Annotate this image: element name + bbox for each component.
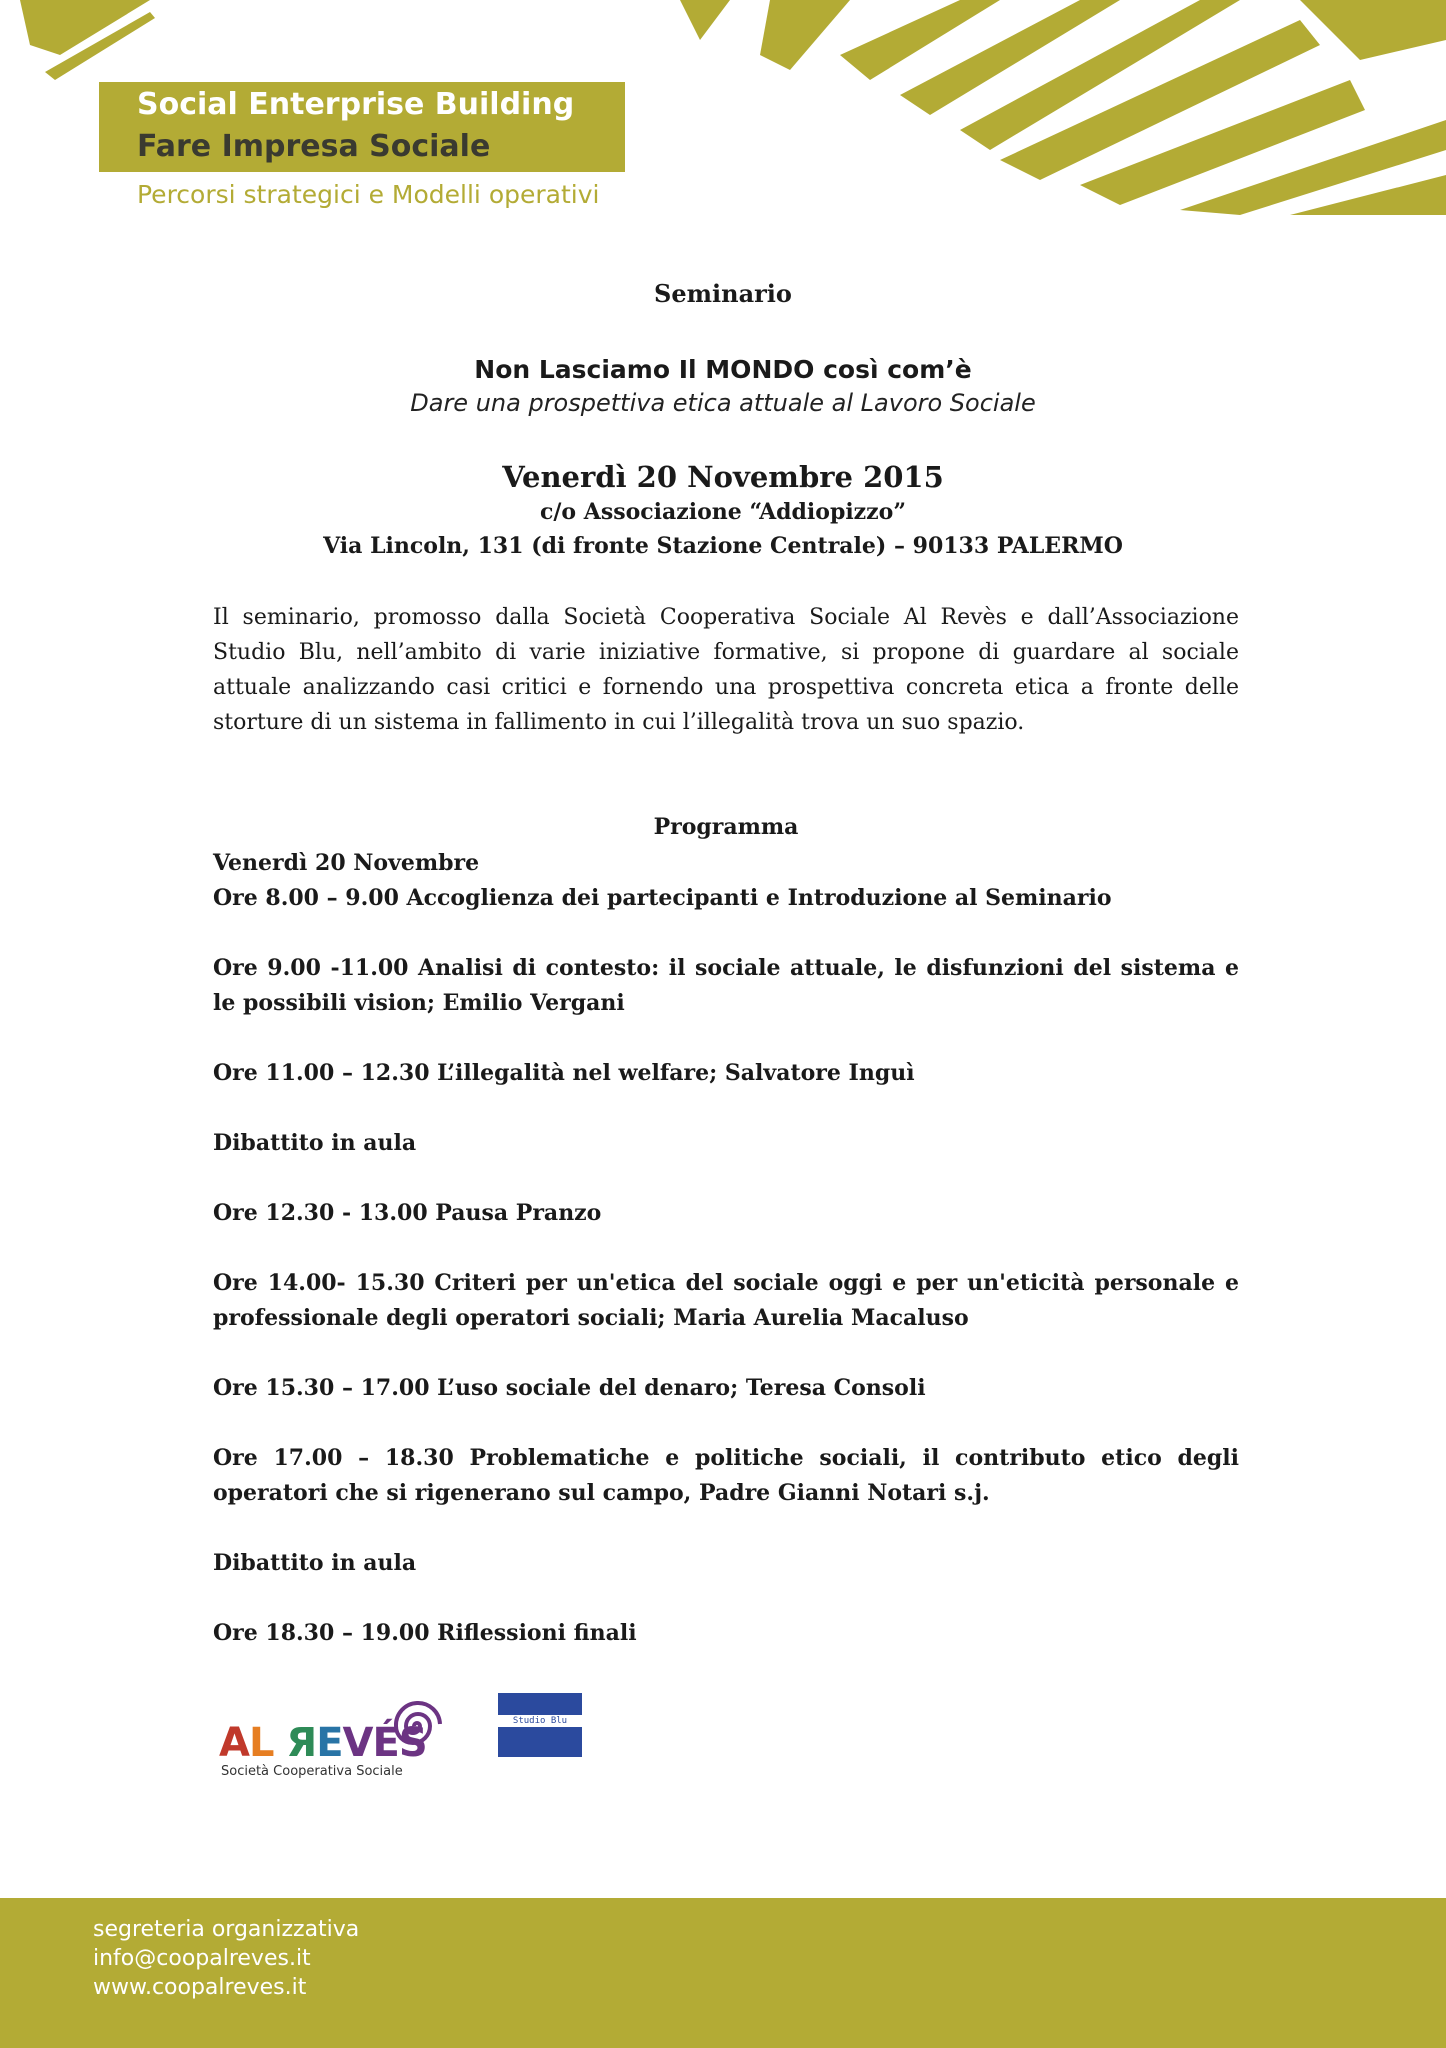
- brand-title: Social Enterprise Building: [137, 87, 575, 122]
- program-list: [213, 846, 1239, 1651]
- alreves-logo: [219, 1698, 449, 1780]
- studio-blu-logo: [498, 1693, 582, 1757]
- program-item: Dibattito in aula: [213, 1550, 417, 1576]
- program-item: Dibattito in aula: [213, 1130, 417, 1156]
- intro-paragraph: Il seminario, promosso dalla Società Cooperativa Sociale Al Revès e dall’Associazione Studio Blu, nell’ambito di varie iniziative formative, si propone di guardare al sociale attuale analizzando casi critici e fornendo una prospettiva concreta etica a fronte delle storture di un sistema in fallimento in cui l’illegalità trova un suo spazio.: [213, 605, 1239, 735]
- event-type-label: Seminario: [654, 279, 792, 308]
- event-date: Venerdì 20 Novembre 2015: [502, 460, 944, 494]
- footer-bar: [0, 1898, 1446, 2048]
- brand-subtitle: Fare Impresa Sociale: [137, 129, 491, 164]
- event-subtitle: Dare una prospettiva etica attuale al Lavoro Sociale: [410, 389, 1036, 417]
- event-venue: c/o Associazione “Addiopizzo”: [539, 499, 906, 525]
- program-day: Venerdì 20 Novembre: [213, 850, 480, 876]
- program-heading: Programma: [653, 814, 799, 840]
- alreves-tagline: Società Cooperativa Sociale: [221, 1764, 403, 1779]
- program-item: Ore 18.30 – 19.00 Riflessioni finali: [213, 1620, 637, 1646]
- footer-label: segreteria organizzativa: [93, 1917, 360, 1942]
- brand-banner: [99, 82, 625, 172]
- brand-tagline: Percorsi strategici e Modelli operativi: [137, 180, 600, 209]
- program-item: Ore 12.30 - 13.00 Pausa Pranzo: [213, 1200, 602, 1226]
- program-item: Ore 8.00 – 9.00 Accoglienza dei partecipanti e Introduzione al Seminario: [213, 885, 1112, 911]
- spiral-icon: [389, 1698, 445, 1754]
- program-item: Ore 15.30 – 17.00 L’uso sociale del denaro; Teresa Consoli: [213, 1375, 926, 1401]
- studio-blu-text: Studio Blu: [512, 1716, 568, 1726]
- program-item: Ore 11.00 – 12.30 L’illegalità nel welfare; Salvatore Inguì: [213, 1060, 915, 1086]
- event-address: Via Lincoln, 131 (di fronte Stazione Centrale) – 90133 PALERMO: [323, 533, 1123, 559]
- program-item: Ore 14.00- 15.30 Criteri per un'etica del sociale oggi e per un'eticità personale e professionale degli operatori sociali; Maria Aurelia Macaluso: [213, 1270, 1239, 1331]
- footer-email[interactable]: info@coopalreves.it: [93, 1946, 311, 1971]
- footer-website[interactable]: www.coopalreves.it: [93, 1975, 307, 2000]
- alreves-wordmark: AL ЯEVÉS: [219, 1720, 427, 1766]
- event-title: Non Lasciamo Il MONDO così com’è: [474, 355, 972, 384]
- program-item: Ore 9.00 -11.00 Analisi di contesto: il sociale attuale, le disfunzioni del sistema e le possibili vision; Emilio Vergani: [213, 955, 1239, 1016]
- program-item: Ore 17.00 – 18.30 Problematiche e politiche sociali, il contributo etico degli operatori che si rigenerano sul campo, Padre Gianni Notari s.j.: [213, 1445, 1239, 1506]
